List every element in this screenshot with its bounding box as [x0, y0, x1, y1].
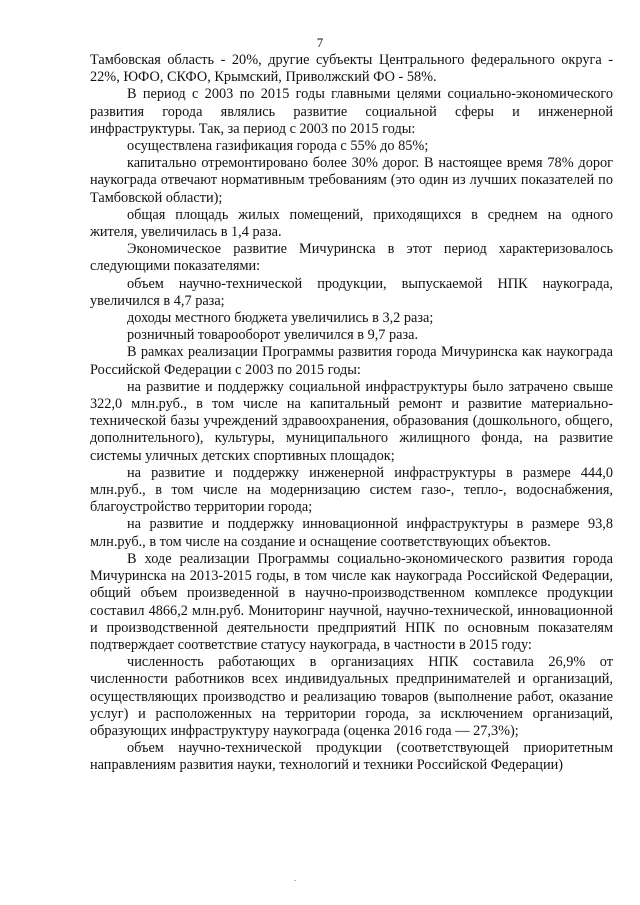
list-item-scientific-output: объем научно-технической продукции, выпускаемой НПК наукограда, увеличился в 4,7 раза; — [90, 275, 613, 309]
paragraph-program-implementation: В рамках реализации Программы развития города Мичуринска как наукограда Российской Федерации с 2003 по 2015 годы: — [90, 344, 613, 378]
list-item-roads: капитально отремонтировано более 30% дорог. В настоящее время 78% дорог наукограда отвечают нормативным требованиям (это один из лучших показателей по Тамбовской области); — [90, 155, 613, 206]
list-item-gasification: осуществлена газификация города с 55% до 85%; — [127, 138, 429, 155]
paragraph-economic-development: Экономическое развитие Мичуринска в этот период характеризовалось следующими показателями: — [90, 241, 613, 275]
list-item-social-infrastructure: на развитие и поддержку социальной инфраструктуры было затрачено свыше 322,0 млн.руб., в том числе на капитальный ремонт и развитие материально-технической базы учреждений здравоохранения, образования (дошкольного, общего, дополнительного), культуры, муниципального жилищного фонда, на развитие системы уличных детских спортивных площадок; — [90, 378, 613, 464]
paragraph-goals-2003-2015: В период с 2003 по 2015 годы главными целями социально-экономического развития города являлись развитие социальной сферы и инженерной инфраструктуры. Так, за период с 2003 по 2015 годы: — [90, 86, 613, 137]
list-item-engineering-infrastructure: на развитие и поддержку инженерной инфраструктуры в размере 444,0 млн.руб., в том числе на модернизацию систем газо-, тепло-, водоснабжения, благоустройство территории города; — [90, 464, 613, 516]
list-item-scientific-production-volume: объем научно-технической продукции (соответствующей приоритетным направлениям развития науки, технологий и техники Российской Федерации) — [90, 740, 613, 774]
paragraph-regional-shares: Тамбовская область - 20%, другие субъекты Центрального федерального округа - 22%, ЮФО, СКФО, Крымский, Приволжский ФО - 58%. — [90, 52, 613, 86]
page-number: 7 — [316, 35, 324, 50]
list-item-housing: общая площадь жилых помещений, приходящихся в среднем на одного жителя, увеличилась в 1,4 раза. — [90, 206, 613, 241]
list-item-employment-share: численность работающих в организациях НПК составила 26,9% от численности работников всех индивидуальных предпринимателей и организаций, осуществляющих производство и реализацию товаров (выполнение работ, оказание услуг) и расположенных на территории города, за исключением организаций, образующих инфраструктуру наукограда (оценка 2016 года — 27,3%); — [90, 654, 613, 739]
list-item-innovation-infrastructure: на развитие и поддержку инновационной инфраструктуры в размере 93,8 млн.руб., в том числе на создание и оснащение соответствующих объектов. — [90, 516, 613, 550]
paragraph-program-2013-2015: В ходе реализации Программы социально-экономического развития города Мичуринска на 2013-2015 годы, в том числе как наукограда Российской Федерации, общий объем произведенной в научно-производственном комплексе продукции составил 4866,2 млн.руб. Мониторинг научной, научно-технической, инновационной и производственной деятельности предприятий НПК по основным показателям подтверждает соответствие статусу наукограда, в частности в 2015 году: — [90, 550, 613, 653]
scan-speck — [294, 880, 296, 881]
document-body — [90, 52, 613, 775]
list-item-budget-income: доходы местного бюджета увеличились в 3,2 раза; — [127, 310, 434, 327]
list-item-retail-turnover: розничный товарооборот увеличился в 9,7 раза. — [127, 327, 419, 344]
